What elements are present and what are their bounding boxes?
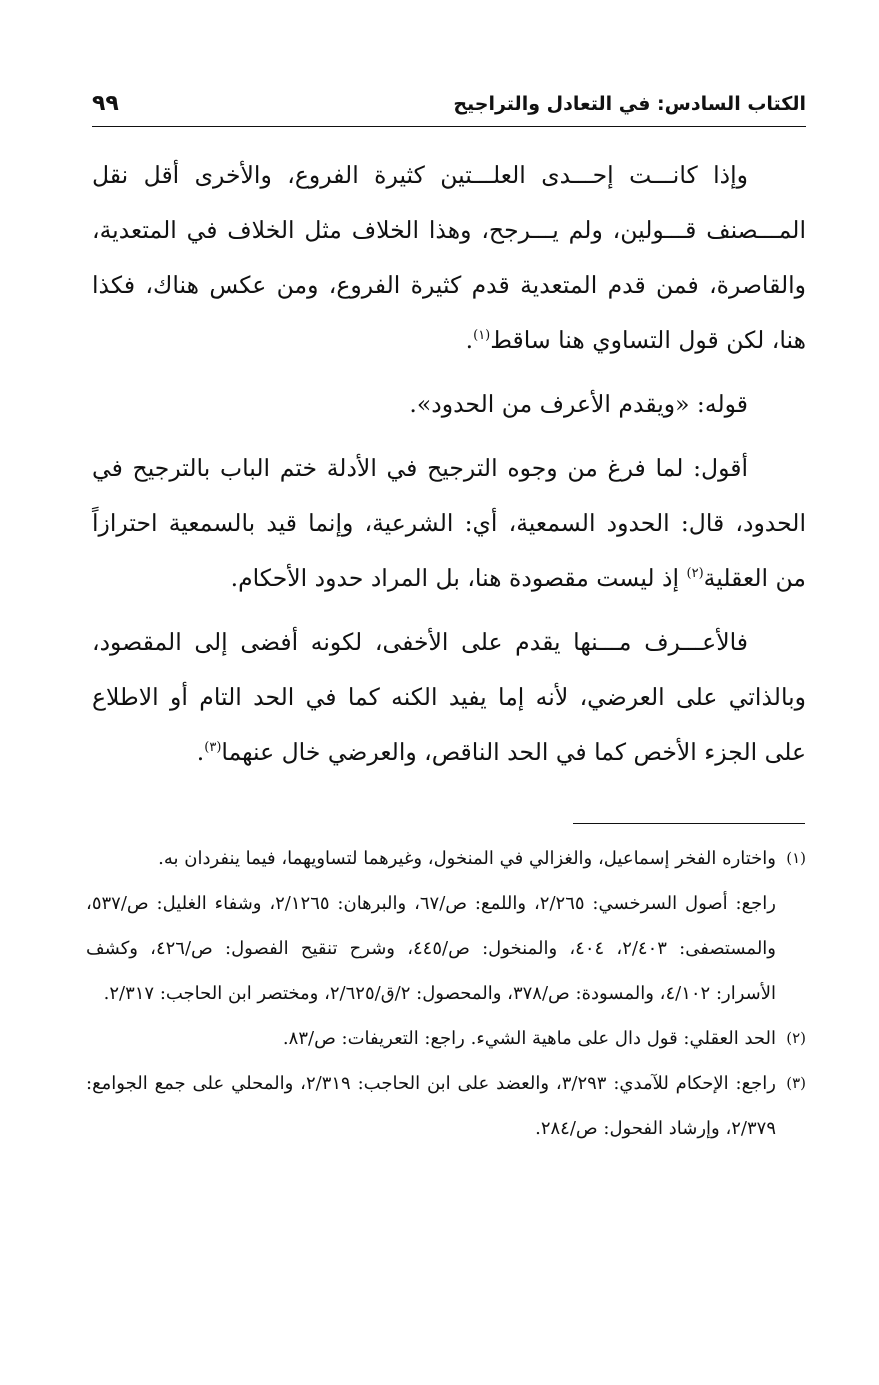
footnote-ref-3[interactable]: (٣) [204,740,222,756]
paragraph-3 [92,441,806,606]
footnote-3-number: (٣) [786,1074,806,1092]
page-number: ٩٩ [92,91,119,116]
footnotes [86,836,806,1151]
footnote-1-text: واختاره الفخر إسماعيل، والغزالي في المنخول، وغيرهما لتساويهما، فيما ينفردان به. [158,848,776,869]
paragraph-4 [92,615,806,780]
footnote-ref-1[interactable]: (١) [473,328,491,344]
chapter-title: الكتاب السادس: في التعادل والتراجيح [453,93,806,115]
paragraph-2-text: قوله: «ويقدم الأعرف من الحدود». [409,390,748,418]
paragraph-3-text-a: أقول: لما فرغ من وجوه الترجيح في الأدلة ختم الباب بالترجيح في الحدود، قال: الحدود السمعية، أي: الشرعية، وإنما قيد بالسمعية احترازاً من العقلية [92,454,806,592]
paragraph-1-end: . [465,326,474,354]
paragraph-4-text: فالأعـــرف مـــنها يقدم على الأخفى، لكونه أفضى إلى المقصود، وبالذاتي على العرضي، لأنه إما يفيد الكنه كما في الحد التام أو الاطلاع على الجزء الأخص كما في الحد الناقص، والعرضي خال عنهما [92,628,806,766]
paragraph-1 [92,148,806,368]
footnote-2-number: (٢) [786,1029,806,1047]
header-divider [92,126,806,127]
footnote-1-references: راجع: أصول السرخسي: ٢/٢٦٥، واللمع: ص/٦٧، والبرهان: ٢/١٢٦٥، وشفاء الغليل: ص/٥٣٧، والمستصفى: ٢/٤٠٣، ٤٠٤، والمنخول: ص/٤٤٥، وشرح تنقيح الفصول: ص/٤٢٦، وكشف الأسرار: ٤/١٠٢، والمسودة: ص/٣٧٨، والمحصول: ٢/ق/٢/٦٢٥، ومختصر ابن الحاجب: ٢/٣١٧. [86,893,776,1004]
footnote-ref-2[interactable]: (٢) [686,566,704,582]
footnote-3-text: راجع: الإحكام للآمدي: ٣/٢٩٣، والعضد على ابن الحاجب: ٢/٣١٩، والمحلي على جمع الجوامع: ٢/٣٧٩، وإرشاد الفحول: ص/٢٨٤. [86,1073,776,1139]
paragraph-1-text: وإذا كانـــت إحـــدى العلـــتين كثيرة الفروع، والأخرى أقل نقل المـــصنف قـــولين، ولم يـــرجح، وهذا الخلاف مثل الخلاف في المتعدية، والقاصرة، فمن قدم المتعدية قدم كثيرة الفروع، ومن عكس هناك، فكذا هنا، لكن قول التساوي هنا ساقط [92,161,806,354]
paragraph-4-end: . [196,738,205,766]
paragraph-2 [92,377,806,432]
running-header [92,84,806,124]
footnote-separator [573,823,805,824]
paragraph-3-text-b: إذ ليست مقصودة هنا، بل المراد حدود الأحكام. [230,564,687,592]
footnote-1-number: (١) [786,849,806,867]
footnote-3 [86,1061,806,1151]
footnote-1 [86,836,806,881]
main-text [92,148,806,780]
footnote-2-text: الحد العقلي: قول دال على ماهية الشيء. راجع: التعريفات: ص/٨٣. [282,1028,776,1049]
footnote-2 [86,1016,806,1061]
